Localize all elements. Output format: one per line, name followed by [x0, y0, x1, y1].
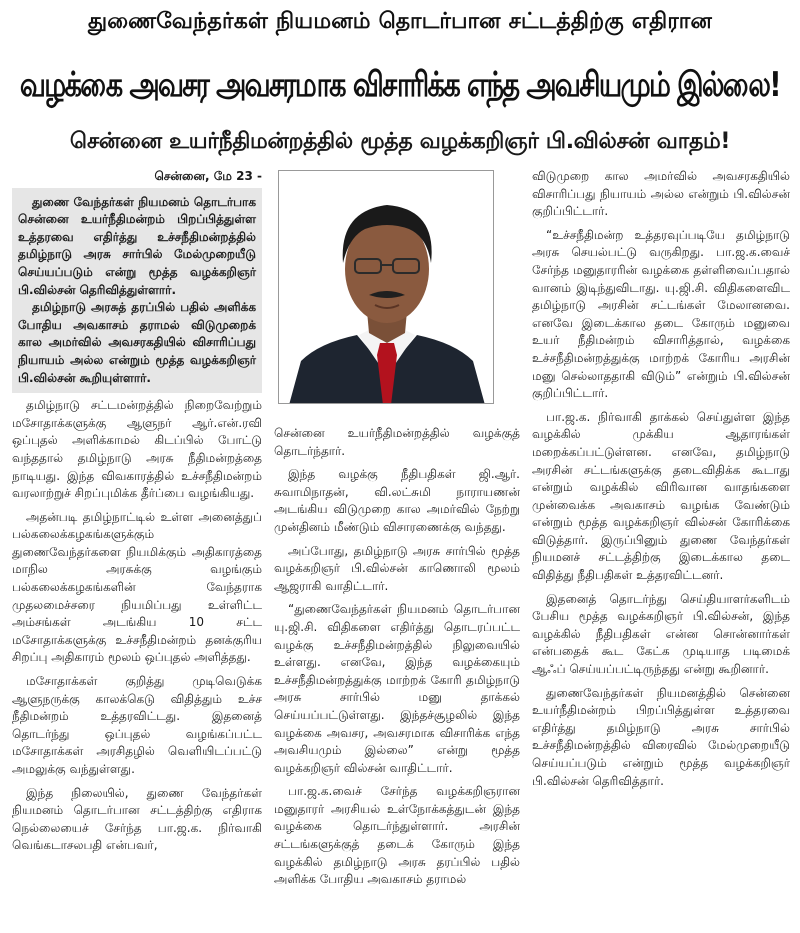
- body-paragraph: அப்போது, தமிழ்நாடு அரசு சார்பில் மூத்த வழக்கறிஞர் பி.வில்சன் காணொலி மூலம் ஆஜராகி வாதிட்டார்.: [274, 543, 520, 593]
- body-paragraph: பா.ஜ.க. நிர்வாகி தாக்கல் செய்துள்ள இந்த வழக்கில் முக்கிய ஆதாரங்கள் மறைக்கப்பட்டுள்ளன. எனவே, தமிழ்நாடு அரசின் சட்டங்களுக்கு தடைவிதிக்க கூடாது என்றும் வழக்கில் விரிவான வாதங்களை முன்வைக்க அவகாசம் வழங்க வேண்டும் என்றும் மூத்த வழக்கறிஞர் வில்சன் கோரிக்கை விடுத்தார். இருப்பினும் துணை வேந்தர்கள் நியமனச் சட்டத்திற்கு இடைக்கால தடை விதித்து நீதிபதிகள் உத்தரவிட்டனர்.: [532, 409, 790, 583]
- article-column-3: [532, 168, 790, 796]
- body-paragraph: இதனைத் தொடர்ந்து செய்தியாளர்களிடம் பேசிய மூத்த வழக்கறிஞர் பி.வில்சன், இந்த வழக்கில் நீதிபதிகள் என்ன சொன்னார்கள் என்பதைக் கூட கேட்க முடியாத படிமைக் ஆஃப் செய்யப்பட்டிருந்தது என்று கூறினார்.: [532, 591, 790, 677]
- body-paragraph: விடுமுறை கால அமர்வில் அவசரகதியில் விசாரிப்பது நியாயம் அல்ல என்றும் பி.வில்சன் குறிப்பிட்டார்.: [532, 169, 790, 219]
- body-paragraph: தமிழ்நாடு சட்டமன்றத்தில் நிறைவேற்றும் மசோதாக்களுக்கு ஆளுநர் ஆர்.என்.ரவி ஒப்புதல் அளிக்காமல் கிடப்பில் போட்டு வந்ததால் தமிழ்நாடு அரசு நீதிமன்றத்தை நாடியது. இந்த விவகாரத்தில் உச்சநீதிமன்றம் வரலாற்றுச் சிறப்புமிக்க தீர்ப்பை வழங்கியது.: [12, 398, 262, 501]
- article-column-2: [274, 425, 520, 895]
- sub-headline: சென்னை உயர்நீதிமன்றத்தில் மூத்த வழக்கறிஞர் பி.வில்சன் வாதம்!: [69, 129, 731, 154]
- body-paragraph: சென்னை உயர்நீதிமன்றத்தில் வழக்குத் தொடர்ந்தார்.: [274, 426, 520, 458]
- article-column-1: [12, 168, 262, 861]
- dateline: சென்னை, மே 23 -: [154, 169, 262, 183]
- body-paragraph: “உச்சநீதிமன்ற உத்தரவுப்படியே தமிழ்நாடு அரசு செயல்பட்டு வருகிறது. பா.ஜ.க.வைச் சேர்ந்த மனுதாரரின் வழக்கை தள்ளிவைப்பதால் வானம் இடிந்துவிடாது. யு.ஜி.சி. விதிகளைவிட தமிழ்நாடு அரசின் சட்டங்கள் மேலானவை. எனவே இடைக்கால தடை கோரும் மனுவை உயர் நீதிமன்றம் விசாரித்தால், வழக்கை உச்சநீதிமன்றத்துக்கு மாற்றக் கோரிய அரசின் மனு செல்லாததாகி விடும்” என்றும் பி.வில்சன் குறிப்பிட்டார்.: [532, 227, 790, 401]
- lead-summary-box: [12, 188, 262, 394]
- main-headline: வழக்கை அவசர அவசரமாக விசாரிக்க எந்த அவசியமும் இல்லை!: [19, 66, 781, 105]
- portrait-illustration: [279, 171, 494, 404]
- lead-paragraph: தமிழ்நாடு அரசுத் தரப்பில் பதில் அளிக்க போதிய அவகாசம் தராமல் விடுமுறைக் கால அமர்வில் அவசரகதியில் விசாரிப்பது நியாயம் அல்ல என்றும் மூத்த வழக்கறிஞர் பி.வில்சன் கூறியுள்ளார்.: [18, 300, 256, 385]
- body-paragraph: அதன்படி தமிழ்நாட்டில் உள்ள அனைத்துப் பல்கலைக்கழகங்களுக்கும் துணைவேந்தர்களை நியமிக்கும் அதிகாரத்தை மாநில அரசுக்கு வழங்கும் பல்கலைக்கழகங்களின் வேந்தராக முதலமைச்சரை நியமிப்பது உள்ளிட்ட அம்சங்கள் அடங்கிய 10 சட்ட மசோதாக்களுக்கு உச்சநீதிமன்றம் தனக்குரிய சிறப்பு அதிகாரம் மூலம் ஒப்புதல் அளித்தது.: [12, 509, 262, 665]
- lead-paragraph: துணை வேந்தர்கள் நியமனம் தொடர்பாக சென்னை உயர்நீதிமன்றம் பிறப்பித்துள்ள உத்தரவை எதிர்த்து உச்சநீதிமன்றத்தில் தமிழ்நாடு அரசு சார்பில் மேல்முறையீடு செய்யப்படும் என்று மூத்த வழக்கறிஞர் பி.வில்சன் தெரிவித்துள்ளார்.: [18, 194, 256, 297]
- body-paragraph: இந்த நிலையில், துணை வேந்தர்கள் நியமனம் தொடர்பான சட்டத்திற்கு எதிராக நெல்லையைச் சேர்ந்த பா.ஜ.க. நிர்வாகி வெங்கடாசலபதி என்பவர்,: [12, 785, 262, 853]
- body-paragraph: மசோதாக்கள் குறித்து முடிவெடுக்க ஆளுநருக்கு காலக்கெடு விதித்தும் உச்ச நீதிமன்றம் உத்தரவிட்டது. இதனைத் தொடர்ந்து ஒப்புதல் வழங்கப்பட்ட மசோதாக்கள் அரசிதழில் வெளியிடப்பட்டு அமலுக்கு வந்துள்ளது.: [12, 674, 262, 776]
- kicker-headline: துணைவேந்தர்கள் நியமனம் தொடர்பான சட்டத்திற்கு எதிரான: [88, 9, 712, 34]
- body-paragraph: இந்த வழக்கு நீதிபதிகள் ஜி.ஆர். சுவாமிநாதன், வி.லட்சுமி நாராயணன் அடங்கிய விடுமுறை கால அமர்வில் நேற்று முன்தினம் மீண்டும் விசாரணைக்கு வந்தது.: [274, 467, 520, 534]
- body-paragraph: “துணைவேந்தர்கள் நியமனம் தொடர்பான யு.ஜி.சி. விதிகளை எதிர்த்து தொடரப்பட்ட வழக்கு உச்சநீதிமன்றத்தில் நிலுவையில் உள்ளது. எனவே, இந்த வழக்கையும் உச்சநீதிமன்றத்துக்கு மாற்றக் கோரி தமிழ்நாடு அரசு சார்பில் மனு தாக்கல் செய்யப்பட்டுள்ளது. இந்தச்சூழலில் இந்த வழக்கை அவசர, அவசரமாக விசாரிக்க எந்த அவசியமும் இல்லை” என்று மூத்த வழக்கறிஞர் வில்சன் வாதிட்டார்.: [274, 602, 520, 775]
- portrait-photo: [278, 170, 494, 404]
- body-paragraph: துணைவேந்தர்கள் நியமனத்தில் சென்னை உயர்நீதிமன்றம் பிறப்பித்துள்ள உத்தரவை எதிர்த்து தமிழ்நாடு அரசு சார்பில் உச்சநீதிமன்றத்தில் விரைவில் மேல்முறையீடு செய்யப்படும் என்றும் மூத்த வழக்கறிஞர் பி.வில்சன் தெரிவித்தார்.: [532, 685, 790, 788]
- body-paragraph: பா.ஜ.க.வைச் சேர்ந்த வழக்கறிஞரான மனுதாரர் அரசியல் உள்நோக்கத்துடன் இந்த வழக்கை தொடர்ந்துள்ளார். அரசின் சட்டங்களுக்குத் தடைக் கோரும் இந்த வழக்கில் தமிழ்நாடு அரசு தரப்பில் பதில் அளிக்க போதிய அவகாசம் தராமல்: [274, 784, 520, 887]
